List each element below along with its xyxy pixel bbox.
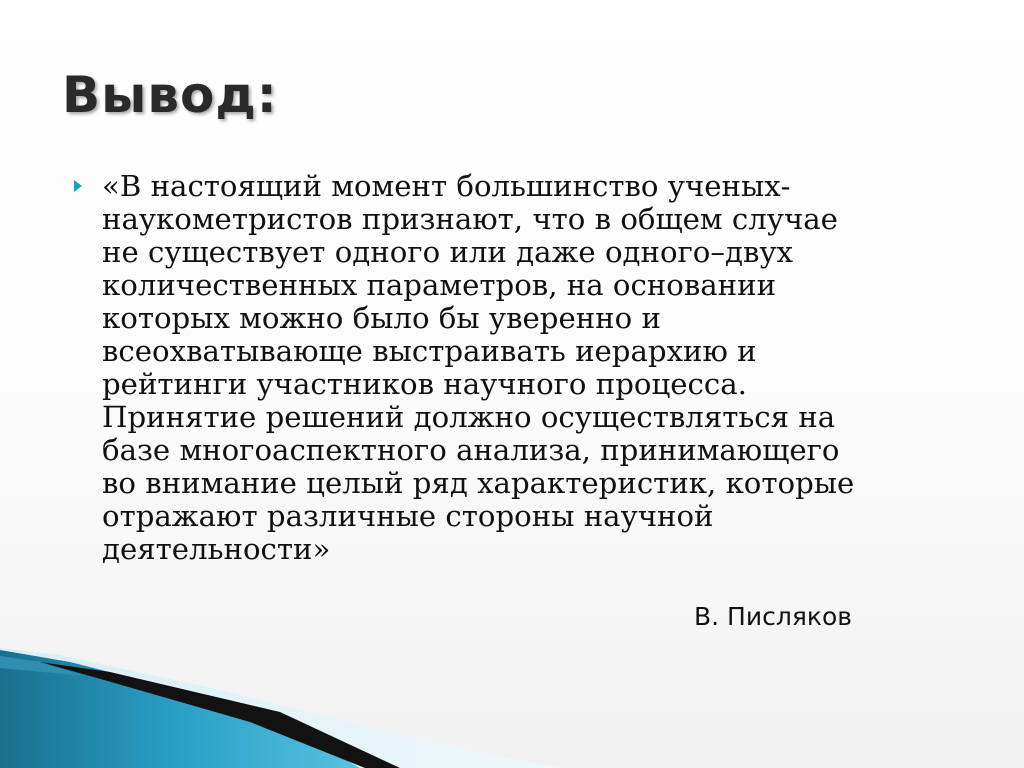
- triangle-bullet-icon: [74, 180, 82, 192]
- quote-author: В. Писляков: [694, 602, 852, 631]
- quote-text: «В настоящий момент большинство ученых- наукометристов признают, что в общем случае не существует одного или даже одного–двух количественных параметров, на основании которых можно было бы уверенно и всеохватывающе выстраивать иерархию и рейтинги участников научного процесса. Принятие решений должно осуществляться на базе многоаспектного анализа, принимающего во внимание целый ряд характеристик, которые отражают различные стороны научной деятельности»: [102, 169, 855, 566]
- slide-title: Вывод:: [62, 66, 278, 124]
